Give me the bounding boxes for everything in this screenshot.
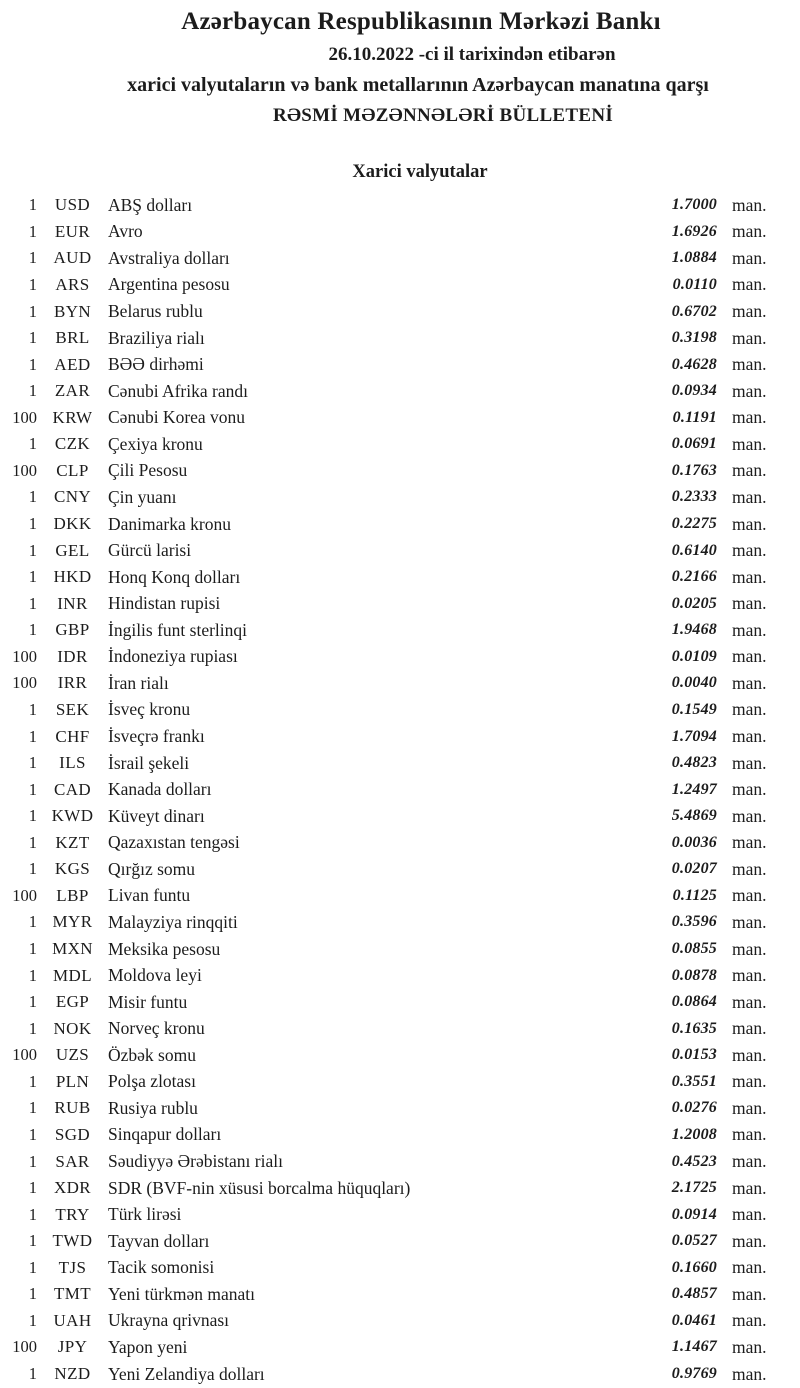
row-unit-label: man.: [732, 646, 767, 667]
rate-row: [0, 1201, 800, 1228]
row-currency-name: Avro: [108, 221, 143, 242]
row-currency-name: Malayziya rinqqiti: [108, 911, 238, 932]
row-currency-code: TMT: [53, 1284, 92, 1304]
row-currency-code: SGD: [54, 1124, 91, 1144]
row-currency-code: CAD: [53, 779, 92, 799]
row-quantity: 1: [28, 699, 37, 719]
row-currency-name: Gürcü larisi: [108, 540, 192, 561]
rate-row: [0, 192, 800, 219]
row-unit-label: man.: [732, 1097, 767, 1118]
row-rate-value: 0.2333: [671, 488, 717, 506]
row-rate-value: 0.0855: [671, 940, 717, 958]
row-currency-name: Meksika pesosu: [108, 938, 221, 959]
rate-row: [0, 431, 800, 458]
rate-row: [0, 1042, 800, 1069]
row-quantity: 1: [28, 1257, 37, 1277]
row-rate-value: 0.0109: [671, 647, 717, 665]
row-quantity: 1: [28, 514, 37, 534]
row-quantity: 1: [28, 540, 37, 560]
rate-row: [0, 325, 800, 352]
row-unit-label: man.: [732, 433, 767, 454]
row-rate-value: 1.9468: [671, 621, 717, 639]
row-rate-value: 0.0036: [671, 833, 717, 851]
row-rate-value: 1.6926: [671, 222, 717, 240]
row-quantity: 1: [28, 274, 37, 294]
row-quantity: 1: [28, 726, 37, 746]
row-unit-label: man.: [732, 1071, 767, 1092]
row-currency-code: TRY: [55, 1204, 90, 1224]
row-rate-value: 0.1635: [671, 1019, 717, 1037]
row-currency-name: Özbək somu: [108, 1044, 196, 1065]
row-quantity: 1: [28, 1178, 37, 1198]
row-quantity: 1: [28, 1018, 37, 1038]
rate-row: [0, 1228, 800, 1255]
row-rate-value: 0.9769: [671, 1365, 717, 1383]
row-unit-label: man.: [732, 1257, 767, 1278]
row-unit-label: man.: [732, 965, 767, 986]
row-unit-label: man.: [732, 779, 767, 800]
row-currency-code: TJS: [58, 1257, 87, 1277]
rate-row: [0, 1122, 800, 1149]
row-unit-label: man.: [732, 1177, 767, 1198]
row-quantity: 1: [28, 939, 37, 959]
row-unit-label: man.: [732, 858, 767, 879]
rate-row: [0, 590, 800, 617]
row-currency-code: GBP: [55, 620, 90, 640]
row-rate-value: 0.0153: [671, 1046, 717, 1064]
row-unit-label: man.: [732, 301, 767, 322]
row-unit-label: man.: [732, 247, 767, 268]
row-unit-label: man.: [732, 1230, 767, 1251]
rate-row: [0, 1148, 800, 1175]
row-currency-name: Küveyt dinarı: [108, 805, 205, 826]
row-rate-value: 0.0110: [672, 275, 717, 293]
row-rate-value: 2.1725: [671, 1179, 717, 1197]
row-rate-value: 0.1549: [671, 700, 717, 718]
row-currency-code: LBP: [56, 885, 89, 905]
row-currency-name: ABŞ dolları: [108, 194, 193, 215]
rate-row: [0, 484, 800, 511]
row-quantity: 1: [28, 859, 37, 879]
row-quantity: 1: [28, 1071, 37, 1091]
row-rate-value: 1.1467: [671, 1338, 717, 1356]
row-quantity: 1: [28, 912, 37, 932]
row-unit-label: man.: [732, 1124, 767, 1145]
row-currency-code: INR: [57, 593, 88, 613]
row-unit-label: man.: [732, 805, 767, 826]
rate-row: [0, 1069, 800, 1096]
rate-row: [0, 458, 800, 485]
row-rate-value: 0.1191: [672, 408, 717, 426]
rate-row: [0, 405, 800, 432]
row-currency-code: MYR: [52, 912, 93, 932]
row-unit-label: man.: [732, 460, 767, 481]
row-quantity: 100: [12, 407, 37, 427]
row-unit-label: man.: [732, 991, 767, 1012]
row-unit-label: man.: [732, 726, 767, 747]
row-rate-value: 0.4857: [671, 1285, 717, 1303]
row-currency-code: NOK: [53, 1018, 92, 1038]
row-currency-code: MDL: [53, 965, 92, 985]
row-currency-name: Tayvan dolları: [108, 1230, 210, 1251]
row-currency-code: CHF: [55, 726, 90, 746]
row-quantity: 100: [12, 885, 37, 905]
row-rate-value: 0.0934: [671, 382, 717, 400]
row-currency-code: SAR: [55, 1151, 90, 1171]
row-unit-label: man.: [732, 832, 767, 853]
bulletin-subtitle-text: xarici valyutaların və bank metallarının Azərbaycan manatına qarşı: [127, 74, 709, 96]
rate-row: [0, 697, 800, 724]
row-rate-value: 0.1125: [672, 886, 717, 904]
row-currency-name: Türk lirəsi: [108, 1204, 182, 1225]
row-currency-name: Avstraliya dolları: [108, 247, 230, 268]
rate-row: [0, 803, 800, 830]
rate-row: [0, 1175, 800, 1202]
row-rate-value: 0.0207: [671, 860, 717, 878]
row-currency-code: HKD: [53, 567, 92, 587]
bank-title: [0, 8, 800, 36]
row-currency-name: BƏƏ dirhəmi: [108, 354, 204, 375]
row-currency-name: Cənubi Afrika randı: [108, 380, 248, 401]
bulletin-title: [0, 105, 800, 127]
row-unit-label: man.: [732, 619, 767, 640]
row-currency-code: JPY: [57, 1337, 88, 1357]
row-currency-name: Danimarka kronu: [108, 513, 231, 534]
row-currency-name: İsveç kronu: [108, 699, 191, 720]
row-currency-name: Sinqapur dolları: [108, 1124, 222, 1145]
rate-row: [0, 272, 800, 299]
row-currency-name: Tacik somonisi: [108, 1257, 215, 1278]
row-quantity: 1: [28, 1364, 37, 1384]
row-unit-label: man.: [732, 1044, 767, 1065]
row-currency-code: CZK: [54, 434, 91, 454]
rate-row: [0, 1281, 800, 1308]
row-currency-code: XDR: [53, 1178, 92, 1198]
row-quantity: 1: [28, 1204, 37, 1224]
row-quantity: 1: [28, 1310, 37, 1330]
rate-row: [0, 1015, 800, 1042]
row-currency-name: Belarus rublu: [108, 301, 203, 322]
row-unit-label: man.: [732, 540, 767, 561]
row-currency-code: IDR: [57, 646, 88, 666]
row-currency-code: AUD: [53, 248, 92, 268]
row-rate-value: 0.2166: [671, 568, 717, 586]
row-rate-value: 0.0461: [671, 1311, 717, 1329]
row-quantity: 1: [28, 434, 37, 454]
row-rate-value: 1.7094: [671, 727, 717, 745]
rate-row: [0, 1255, 800, 1282]
row-rate-value: 1.0884: [671, 249, 717, 267]
row-quantity: 1: [28, 1151, 37, 1171]
row-unit-label: man.: [732, 194, 767, 215]
rate-row: [0, 537, 800, 564]
rate-row: [0, 856, 800, 883]
row-currency-code: PLN: [55, 1071, 90, 1091]
row-currency-code: IRR: [57, 673, 88, 693]
row-rate-value: 0.3198: [671, 329, 717, 347]
row-rate-value: 0.4823: [671, 754, 717, 772]
rate-row: [0, 883, 800, 910]
row-currency-code: UAH: [53, 1310, 92, 1330]
row-quantity: 1: [28, 567, 37, 587]
section-title: [0, 162, 800, 183]
row-currency-code: KZT: [55, 832, 90, 852]
row-quantity: 100: [12, 673, 37, 693]
rate-row: [0, 962, 800, 989]
row-currency-name: Səudiyyə Ərəbistanı rialı: [108, 1151, 283, 1172]
row-unit-label: man.: [732, 672, 767, 693]
row-currency-code: EGP: [55, 992, 90, 1012]
row-rate-value: 0.0527: [671, 1232, 717, 1250]
rate-row: [0, 750, 800, 777]
row-currency-code: MXN: [52, 939, 93, 959]
row-unit-label: man.: [732, 354, 767, 375]
row-rate-value: 0.4628: [671, 355, 717, 373]
row-currency-code: KWD: [51, 806, 94, 826]
rate-row: [0, 564, 800, 591]
row-quantity: 1: [28, 487, 37, 507]
row-currency-name: Norveç kronu: [108, 1018, 205, 1039]
row-quantity: 1: [28, 593, 37, 613]
row-rate-value: 0.0040: [671, 674, 717, 692]
row-currency-code: NZD: [54, 1364, 91, 1384]
row-currency-name: Qazaxıstan tengəsi: [108, 832, 240, 853]
rate-row: [0, 1308, 800, 1335]
row-quantity: 1: [28, 620, 37, 640]
row-currency-name: SDR (BVF-nin xüsusi borcalma hüquqları): [108, 1177, 411, 1198]
row-unit-label: man.: [732, 566, 767, 587]
row-rate-value: 0.0914: [671, 1205, 717, 1223]
row-currency-name: Cənubi Korea vonu: [108, 407, 246, 428]
row-unit-label: man.: [732, 513, 767, 534]
row-rate-value: 0.0878: [671, 966, 717, 984]
row-quantity: 1: [28, 1098, 37, 1118]
rate-row: [0, 1361, 800, 1388]
row-unit-label: man.: [732, 1310, 767, 1331]
rate-row: [0, 1095, 800, 1122]
row-currency-code: SEK: [55, 699, 90, 719]
row-unit-label: man.: [732, 221, 767, 242]
rate-row: [0, 936, 800, 963]
section-title-text: Xarici valyutalar: [352, 162, 488, 182]
row-currency-name: Misir funtu: [108, 991, 188, 1012]
rate-row: [0, 617, 800, 644]
rate-row: [0, 776, 800, 803]
row-currency-code: CLP: [56, 460, 89, 480]
row-unit-label: man.: [732, 407, 767, 428]
row-currency-code: BRL: [55, 328, 90, 348]
row-quantity: 100: [12, 1045, 37, 1065]
row-currency-name: Yeni Zelandiya dolları: [108, 1363, 265, 1384]
row-currency-name: Kanada dolları: [108, 779, 212, 800]
row-currency-code: ILS: [59, 753, 86, 773]
row-unit-label: man.: [732, 1151, 767, 1172]
row-currency-code: KRW: [52, 407, 93, 427]
row-unit-label: man.: [732, 274, 767, 295]
row-currency-name: İngilis funt sterlinqi: [108, 619, 248, 640]
row-currency-name: Yeni türkmən manatı: [108, 1283, 255, 1304]
row-unit-label: man.: [732, 885, 767, 906]
row-currency-code: CNY: [53, 487, 92, 507]
row-rate-value: 1.2008: [671, 1125, 717, 1143]
row-quantity: 1: [28, 301, 37, 321]
row-currency-name: İsrail şekeli: [108, 752, 190, 773]
row-currency-name: Hindistan rupisi: [108, 593, 221, 614]
row-currency-code: USD: [54, 195, 91, 215]
rate-row: [0, 219, 800, 246]
row-currency-code: EUR: [54, 221, 91, 241]
row-unit-label: man.: [732, 911, 767, 932]
row-quantity: 1: [28, 221, 37, 241]
row-quantity: 100: [12, 1337, 37, 1357]
row-currency-name: Polşa zlotası: [108, 1071, 196, 1092]
bulletin-title-text: RƏSMİ MƏZƏNNƏLƏRİ BÜLLETENİ: [272, 105, 614, 126]
row-quantity: 1: [28, 248, 37, 268]
row-currency-code: ZAR: [54, 381, 91, 401]
row-currency-code: UZS: [55, 1045, 90, 1065]
rate-row: [0, 351, 800, 378]
row-rate-value: 0.2275: [671, 515, 717, 533]
row-quantity: 1: [28, 381, 37, 401]
row-unit-label: man.: [732, 1363, 767, 1384]
row-quantity: 100: [12, 646, 37, 666]
effective-date-line: [0, 44, 800, 66]
row-currency-name: Yapon yeni: [108, 1336, 188, 1357]
row-quantity: 1: [28, 992, 37, 1012]
rate-row: [0, 723, 800, 750]
rate-row: [0, 830, 800, 857]
row-currency-name: Çexiya kronu: [108, 433, 203, 454]
row-rate-value: 0.3596: [671, 913, 717, 931]
row-quantity: 1: [28, 832, 37, 852]
row-currency-name: İran rialı: [108, 672, 169, 693]
row-currency-code: ARS: [55, 274, 90, 294]
row-currency-name: Çin yuanı: [108, 486, 177, 507]
row-currency-name: İsveçrə frankı: [108, 726, 205, 747]
row-currency-name: Livan funtu: [108, 885, 191, 906]
row-quantity: 1: [28, 328, 37, 348]
row-rate-value: 0.1763: [671, 461, 717, 479]
row-unit-label: man.: [732, 380, 767, 401]
row-unit-label: man.: [732, 699, 767, 720]
bank-title-text: Azərbaycan Respublikasının Mərkəzi Bankı: [181, 8, 661, 35]
bulletin-subtitle: [0, 74, 800, 97]
row-rate-value: 0.4523: [671, 1152, 717, 1170]
row-currency-code: RUB: [54, 1098, 91, 1118]
row-quantity: 1: [28, 806, 37, 826]
rate-row: [0, 909, 800, 936]
rate-row: [0, 644, 800, 671]
rate-row: [0, 989, 800, 1016]
row-currency-name: Ukrayna qrivnası: [108, 1310, 230, 1331]
row-currency-code: DKK: [53, 514, 92, 534]
row-rate-value: 0.6702: [671, 302, 717, 320]
row-unit-label: man.: [732, 486, 767, 507]
row-quantity: 1: [28, 779, 37, 799]
rate-row: [0, 378, 800, 405]
row-rate-value: 0.3551: [671, 1072, 717, 1090]
row-currency-name: Qırğız somu: [108, 858, 196, 879]
row-rate-value: 1.7000: [671, 196, 717, 214]
row-unit-label: man.: [732, 593, 767, 614]
row-rate-value: 0.0691: [671, 435, 717, 453]
row-quantity: 1: [28, 965, 37, 985]
row-rate-value: 5.4869: [671, 807, 717, 825]
rate-row: [0, 670, 800, 697]
row-currency-code: KGS: [54, 859, 91, 879]
row-currency-name: Moldova leyi: [108, 965, 202, 986]
row-unit-label: man.: [732, 752, 767, 773]
row-currency-name: İndoneziya rupiası: [108, 646, 238, 667]
row-quantity: 1: [28, 195, 37, 215]
row-unit-label: man.: [732, 1018, 767, 1039]
row-currency-code: BYN: [53, 301, 92, 321]
row-currency-code: AED: [54, 354, 91, 374]
row-currency-name: Argentina pesosu: [108, 274, 230, 295]
row-unit-label: man.: [732, 1204, 767, 1225]
rates-table: [0, 192, 800, 1387]
rate-row: [0, 245, 800, 272]
row-quantity: 1: [28, 753, 37, 773]
row-quantity: 1: [28, 354, 37, 374]
row-currency-name: Çili Pesosu: [108, 460, 188, 481]
rate-row: [0, 298, 800, 325]
row-quantity: 1: [28, 1124, 37, 1144]
row-rate-value: 0.6140: [671, 541, 717, 559]
row-rate-value: 0.0864: [671, 993, 717, 1011]
row-currency-name: Rusiya rublu: [108, 1097, 198, 1118]
row-currency-code: TWD: [52, 1231, 93, 1251]
row-unit-label: man.: [732, 327, 767, 348]
rate-row: [0, 511, 800, 538]
row-quantity: 100: [12, 460, 37, 480]
effective-date-text: 26.10.2022 -ci il tarixindən etibarən: [328, 44, 616, 65]
row-quantity: 1: [28, 1284, 37, 1304]
row-currency-name: Braziliya rialı: [108, 327, 205, 348]
row-currency-name: Honq Konq dolları: [108, 566, 241, 587]
row-unit-label: man.: [732, 1283, 767, 1304]
row-rate-value: 1.2497: [671, 780, 717, 798]
row-unit-label: man.: [732, 938, 767, 959]
row-currency-code: GEL: [55, 540, 90, 560]
row-unit-label: man.: [732, 1336, 767, 1357]
row-rate-value: 0.0205: [671, 594, 717, 612]
row-rate-value: 0.1660: [671, 1258, 717, 1276]
row-quantity: 1: [28, 1231, 37, 1251]
row-rate-value: 0.0276: [671, 1099, 717, 1117]
rate-row: [0, 1334, 800, 1361]
